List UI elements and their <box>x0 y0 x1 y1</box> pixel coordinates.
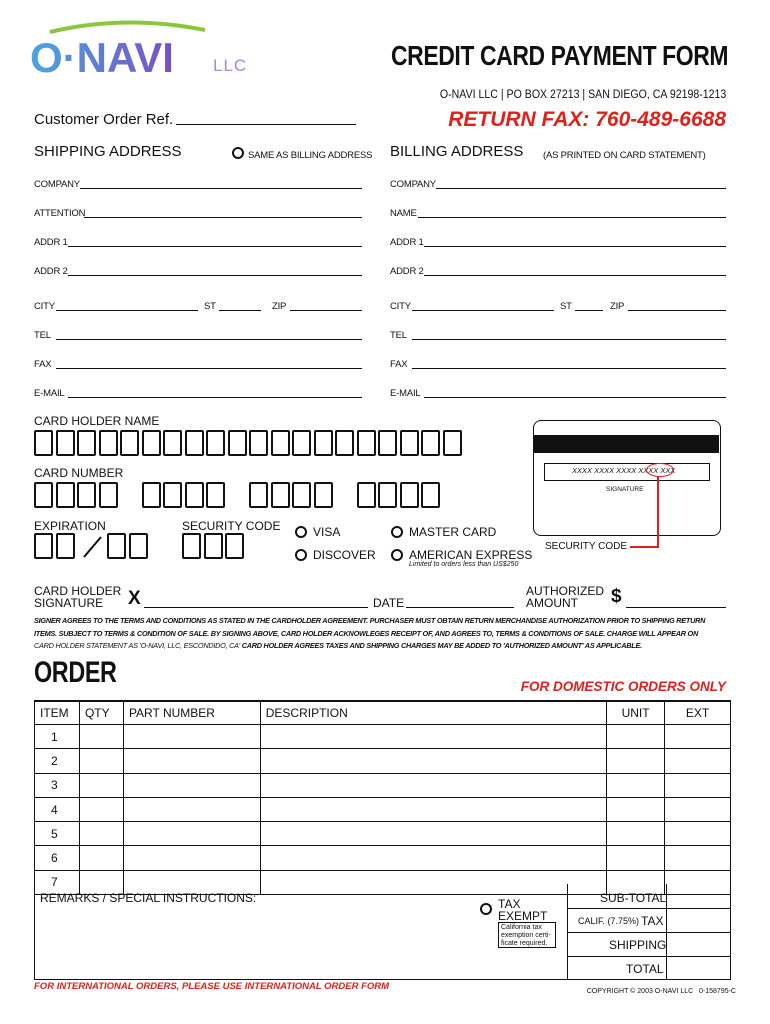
name-char-box[interactable] <box>120 430 139 456</box>
bill-zip-field[interactable] <box>628 310 726 311</box>
description-cell[interactable] <box>260 749 606 773</box>
domestic-note: FOR DOMESTIC ORDERS ONLY <box>520 679 726 694</box>
name-char-box[interactable] <box>228 430 247 456</box>
card-digit-box[interactable] <box>142 482 161 508</box>
col-description: DESCRIPTION <box>260 701 606 725</box>
row-number: 1 <box>35 725 80 749</box>
qty-cell[interactable] <box>79 846 123 870</box>
holder-signature-label-1: CARD HOLDER <box>34 584 122 598</box>
ext-cell[interactable] <box>665 773 731 797</box>
order-table <box>34 700 731 895</box>
table-row <box>35 822 731 846</box>
col-item: ITEM <box>35 701 80 725</box>
unit-cell[interactable] <box>607 822 665 846</box>
tax-exempt-note: California tax exemption certi- ficate required. <box>498 922 556 948</box>
visa-label: VISA <box>313 525 341 539</box>
unit-cell[interactable] <box>607 725 665 749</box>
disclaimer-line-3a: CARD HOLDER STATEMENT AS 'O-NAVI, LLC, ESCONDIDO, CA' <box>34 641 240 650</box>
card-holder-name-label: CARD HOLDER NAME <box>34 414 160 428</box>
expiration-label: EXPIRATION <box>34 519 106 533</box>
unit-cell[interactable] <box>607 773 665 797</box>
total-value[interactable] <box>667 957 730 979</box>
card-digit-box[interactable] <box>400 482 419 508</box>
security-code-boxes[interactable] <box>182 533 252 559</box>
ship-st-field[interactable] <box>219 310 261 311</box>
description-cell[interactable] <box>260 822 606 846</box>
bill-fax-label: FAX <box>390 359 408 370</box>
subtotal-label: SUB-TOTAL <box>600 891 667 905</box>
shipping-value[interactable] <box>667 933 730 956</box>
ship-fax-field[interactable] <box>56 368 362 369</box>
part-cell[interactable] <box>123 822 260 846</box>
exp-month-box[interactable] <box>34 533 53 559</box>
amex-radio[interactable] <box>391 549 403 561</box>
col-ext: EXT <box>665 701 731 725</box>
bill-addr1-label: ADDR 1 <box>390 237 424 248</box>
table-row <box>35 749 731 773</box>
ship-tel-label: TEL <box>34 330 51 341</box>
name-char-box[interactable] <box>357 430 376 456</box>
mastercard-label: MASTER CARD <box>409 525 497 539</box>
part-cell[interactable] <box>123 797 260 821</box>
ship-tel-field[interactable] <box>56 339 362 340</box>
card-digit-box[interactable] <box>378 482 397 508</box>
name-char-box[interactable] <box>142 430 161 456</box>
ship-attention-field[interactable] <box>84 217 362 218</box>
company-address: O-NAVI LLC | PO BOX 27213 | SAN DIEGO, CA 92198-1213 <box>439 89 726 101</box>
tax-label: TAX <box>641 914 664 928</box>
bill-name-field[interactable] <box>418 217 726 218</box>
name-char-box[interactable] <box>314 430 333 456</box>
bill-tel-field[interactable] <box>412 339 726 340</box>
card-digit-box[interactable] <box>56 482 75 508</box>
order-header-row <box>35 701 731 725</box>
ship-zip-field[interactable] <box>290 310 362 311</box>
signature-x-mark: X <box>128 588 141 609</box>
slash-icon <box>81 535 103 559</box>
discover-label: DISCOVER <box>313 548 376 562</box>
card-digit-box[interactable] <box>357 482 376 508</box>
security-code-pointer <box>657 476 659 547</box>
card-back-illustration <box>533 420 721 536</box>
expiration-boxes[interactable] <box>34 533 164 559</box>
card-digit-box[interactable] <box>421 482 440 508</box>
ship-city-field[interactable] <box>56 310 198 311</box>
card-image-signature: SIGNATURE <box>606 486 644 493</box>
tax-exempt-radio[interactable] <box>480 903 492 915</box>
col-unit: UNIT <box>607 701 665 725</box>
description-cell[interactable] <box>260 797 606 821</box>
exp-month-box[interactable] <box>56 533 75 559</box>
card-digit-box[interactable] <box>206 482 225 508</box>
name-char-box[interactable] <box>400 430 419 456</box>
card-digit-box[interactable] <box>77 482 96 508</box>
disclaimer <box>34 615 734 653</box>
calif-rate-label: CALIF. (7.75%) <box>578 916 640 926</box>
mastercard-radio[interactable] <box>391 526 403 538</box>
ext-cell[interactable] <box>665 822 731 846</box>
card-image-security-label: SECURITY CODE <box>545 541 628 552</box>
card-digit-box[interactable] <box>292 482 311 508</box>
part-cell[interactable] <box>123 846 260 870</box>
amex-label: AMERICAN EXPRESS <box>409 548 533 562</box>
card-digit-box[interactable] <box>99 482 118 508</box>
bill-tel-label: TEL <box>390 330 407 341</box>
row-number: 2 <box>35 749 80 773</box>
part-cell[interactable] <box>123 725 260 749</box>
unit-cell[interactable] <box>607 749 665 773</box>
amex-note: Limited to orders less than US$250 <box>409 561 519 568</box>
tax-value[interactable] <box>667 909 730 932</box>
name-char-box[interactable] <box>34 430 53 456</box>
cvv-box[interactable] <box>182 533 201 559</box>
card-number-boxes[interactable] <box>34 482 464 508</box>
shipping-heading: SHIPPING ADDRESS <box>34 143 182 160</box>
part-cell[interactable] <box>123 749 260 773</box>
unit-cell[interactable] <box>607 797 665 821</box>
exp-year-box[interactable] <box>129 533 148 559</box>
qty-cell[interactable] <box>79 725 123 749</box>
unit-cell[interactable] <box>607 846 665 870</box>
signature-field[interactable] <box>144 607 368 608</box>
disclaimer-line-3b: CARD HOLDER AGREES TAXES AND SHIPPING CHARGES MAY BE ADDED TO 'AUTHORIZED AMOUNT' AS APPLICABLE. <box>241 641 642 650</box>
shipping-label: SHIPPING <box>609 938 667 952</box>
disclaimer-line-3 <box>34 640 734 653</box>
same-as-billing-radio[interactable] <box>232 147 244 159</box>
ship-company-label: COMPANY <box>34 179 80 190</box>
description-cell[interactable] <box>260 846 606 870</box>
authorized-amount-field[interactable] <box>626 607 726 608</box>
part-cell[interactable] <box>123 773 260 797</box>
visa-radio[interactable] <box>295 526 307 538</box>
card-digit-box[interactable] <box>163 482 182 508</box>
name-char-box[interactable] <box>185 430 204 456</box>
name-char-box[interactable] <box>292 430 311 456</box>
dollar-sign: $ <box>611 586 622 607</box>
ship-email-label: E-MAIL <box>34 388 65 399</box>
card-digit-box[interactable] <box>271 482 290 508</box>
bill-fax-field[interactable] <box>412 368 726 369</box>
order-heading: ORDER <box>34 656 117 689</box>
row-number: 3 <box>35 773 80 797</box>
authorized-label-1: AUTHORIZED <box>526 584 604 598</box>
name-char-box[interactable] <box>378 430 397 456</box>
ext-cell[interactable] <box>665 797 731 821</box>
tax-exempt-label-1: TAX <box>498 897 521 911</box>
ship-addr1-field[interactable] <box>68 246 362 247</box>
ship-company-field[interactable] <box>80 188 362 189</box>
bill-company-label: COMPANY <box>390 179 436 190</box>
ship-email-field[interactable] <box>68 397 362 398</box>
name-char-box[interactable] <box>271 430 290 456</box>
bill-addr2-label: ADDR 2 <box>390 266 424 277</box>
table-row <box>35 725 731 749</box>
card-holder-name-boxes[interactable] <box>34 430 464 456</box>
description-cell[interactable] <box>260 725 606 749</box>
card-digit-box[interactable] <box>314 482 333 508</box>
card-digit-box[interactable] <box>185 482 204 508</box>
qty-cell[interactable] <box>79 773 123 797</box>
billing-heading: BILLING ADDRESS <box>390 143 524 160</box>
name-char-box[interactable] <box>249 430 268 456</box>
international-note: FOR INTERNATIONAL ORDERS, PLEASE USE INTERNATIONAL ORDER FORM <box>34 981 390 992</box>
bill-st-label: ST <box>560 301 572 312</box>
return-fax: RETURN FAX: 760-489-6688 <box>448 108 726 131</box>
customer-order-ref-label: Customer Order Ref. <box>34 111 174 128</box>
disclaimer-line-1: SIGNER AGREES TO THE TERMS AND CONDITIONS AS STATED IN THE CARDHOLDER AGREEMENT. PURCHASER MUST OBTAIN RETURN MERCHANDISE AUTHORIZATION PRIOR TO SHIPPING RETURN <box>34 616 706 625</box>
table-row <box>35 773 731 797</box>
name-char-box[interactable] <box>77 430 96 456</box>
logo-llc: LLC <box>213 56 248 75</box>
security-code-highlight <box>646 463 674 477</box>
date-field[interactable] <box>406 607 514 608</box>
table-row <box>35 797 731 821</box>
description-cell[interactable] <box>260 773 606 797</box>
same-as-billing-label: SAME AS BILLING ADDRESS <box>248 150 373 161</box>
ship-city-label: CITY <box>34 301 55 312</box>
name-char-box[interactable] <box>443 430 462 456</box>
bill-email-field[interactable] <box>424 397 726 398</box>
authorized-label-2: AMOUNT <box>526 596 578 610</box>
qty-cell[interactable] <box>79 749 123 773</box>
billing-note: (AS PRINTED ON CARD STATEMENT) <box>543 150 706 161</box>
qty-cell[interactable] <box>79 797 123 821</box>
ship-addr2-label: ADDR 2 <box>34 266 68 277</box>
holder-signature-label-2: SIGNATURE <box>34 596 104 610</box>
bill-company-field[interactable] <box>436 188 726 189</box>
remarks-label: REMARKS / SPECIAL INSTRUCTIONS: <box>40 891 257 905</box>
col-part-number: PART NUMBER <box>123 701 260 725</box>
card-digit-box[interactable] <box>34 482 53 508</box>
logo <box>30 18 260 80</box>
security-code-label: SECURITY CODE <box>182 519 281 533</box>
ext-cell[interactable] <box>665 846 731 870</box>
ext-cell[interactable] <box>665 749 731 773</box>
bill-zip-label: ZIP <box>610 301 625 312</box>
date-label: DATE <box>373 596 405 610</box>
total-label: TOTAL <box>626 962 664 976</box>
discover-radio[interactable] <box>295 549 307 561</box>
bill-addr1-field[interactable] <box>424 246 726 247</box>
page-title: CREDIT CARD PAYMENT FORM <box>390 40 728 71</box>
bill-city-field[interactable] <box>412 310 554 311</box>
svg-text:O·NAVI: O·NAVI <box>30 34 174 80</box>
row-number: 6 <box>35 846 80 870</box>
copyright: COPYRIGHT © 2003 O-NAVI LLC 0-158795-C <box>586 988 736 995</box>
qty-cell[interactable] <box>79 822 123 846</box>
ship-addr1-label: ADDR 1 <box>34 237 68 248</box>
security-code-pointer-h <box>630 546 659 548</box>
tax-exempt-label-2: EXEMPT <box>498 909 548 923</box>
row-number: 4 <box>35 797 80 821</box>
ship-attention-label: ATTENTION <box>34 208 86 219</box>
cvv-box[interactable] <box>204 533 223 559</box>
magnetic-stripe <box>534 435 719 453</box>
customer-order-ref-field[interactable] <box>176 124 356 125</box>
exp-year-box[interactable] <box>107 533 126 559</box>
name-char-box[interactable] <box>56 430 75 456</box>
bill-email-label: E-MAIL <box>390 388 421 399</box>
name-char-box[interactable] <box>335 430 354 456</box>
bill-city-label: CITY <box>390 301 411 312</box>
col-qty: QTY <box>79 701 123 725</box>
name-char-box[interactable] <box>206 430 225 456</box>
name-char-box[interactable] <box>163 430 182 456</box>
table-row <box>35 846 731 870</box>
bill-name-label: NAME <box>390 208 417 219</box>
subtotal-value[interactable] <box>667 885 730 908</box>
row-number: 7 <box>35 870 80 894</box>
ship-zip-label: ZIP <box>272 301 287 312</box>
card-digit-box[interactable] <box>249 482 268 508</box>
row-number: 5 <box>35 822 80 846</box>
disclaimer-line-2: ITEMS. SUBJECT TO TERMS & CONDITION OF SALE. BY SIGNING ABOVE, CARD HOLDER ACKNOWLEGES RECEIPT OF, AND AGREES TO, TERMS & CONDITIONS OF SALE. CHARGE WILL APPEAR ON <box>34 628 698 638</box>
cvv-box[interactable] <box>225 533 244 559</box>
ship-st-label: ST <box>204 301 216 312</box>
ship-fax-label: FAX <box>34 359 52 370</box>
ext-cell[interactable] <box>665 725 731 749</box>
card-number-label: CARD NUMBER <box>34 466 124 480</box>
bill-addr2-field[interactable] <box>424 275 726 276</box>
bill-st-field[interactable] <box>575 310 603 311</box>
name-char-box[interactable] <box>99 430 118 456</box>
ship-addr2-field[interactable] <box>68 275 362 276</box>
name-char-box[interactable] <box>421 430 440 456</box>
card-image-number: XXXX XXXX XXXX XXXX XXX <box>572 466 676 475</box>
